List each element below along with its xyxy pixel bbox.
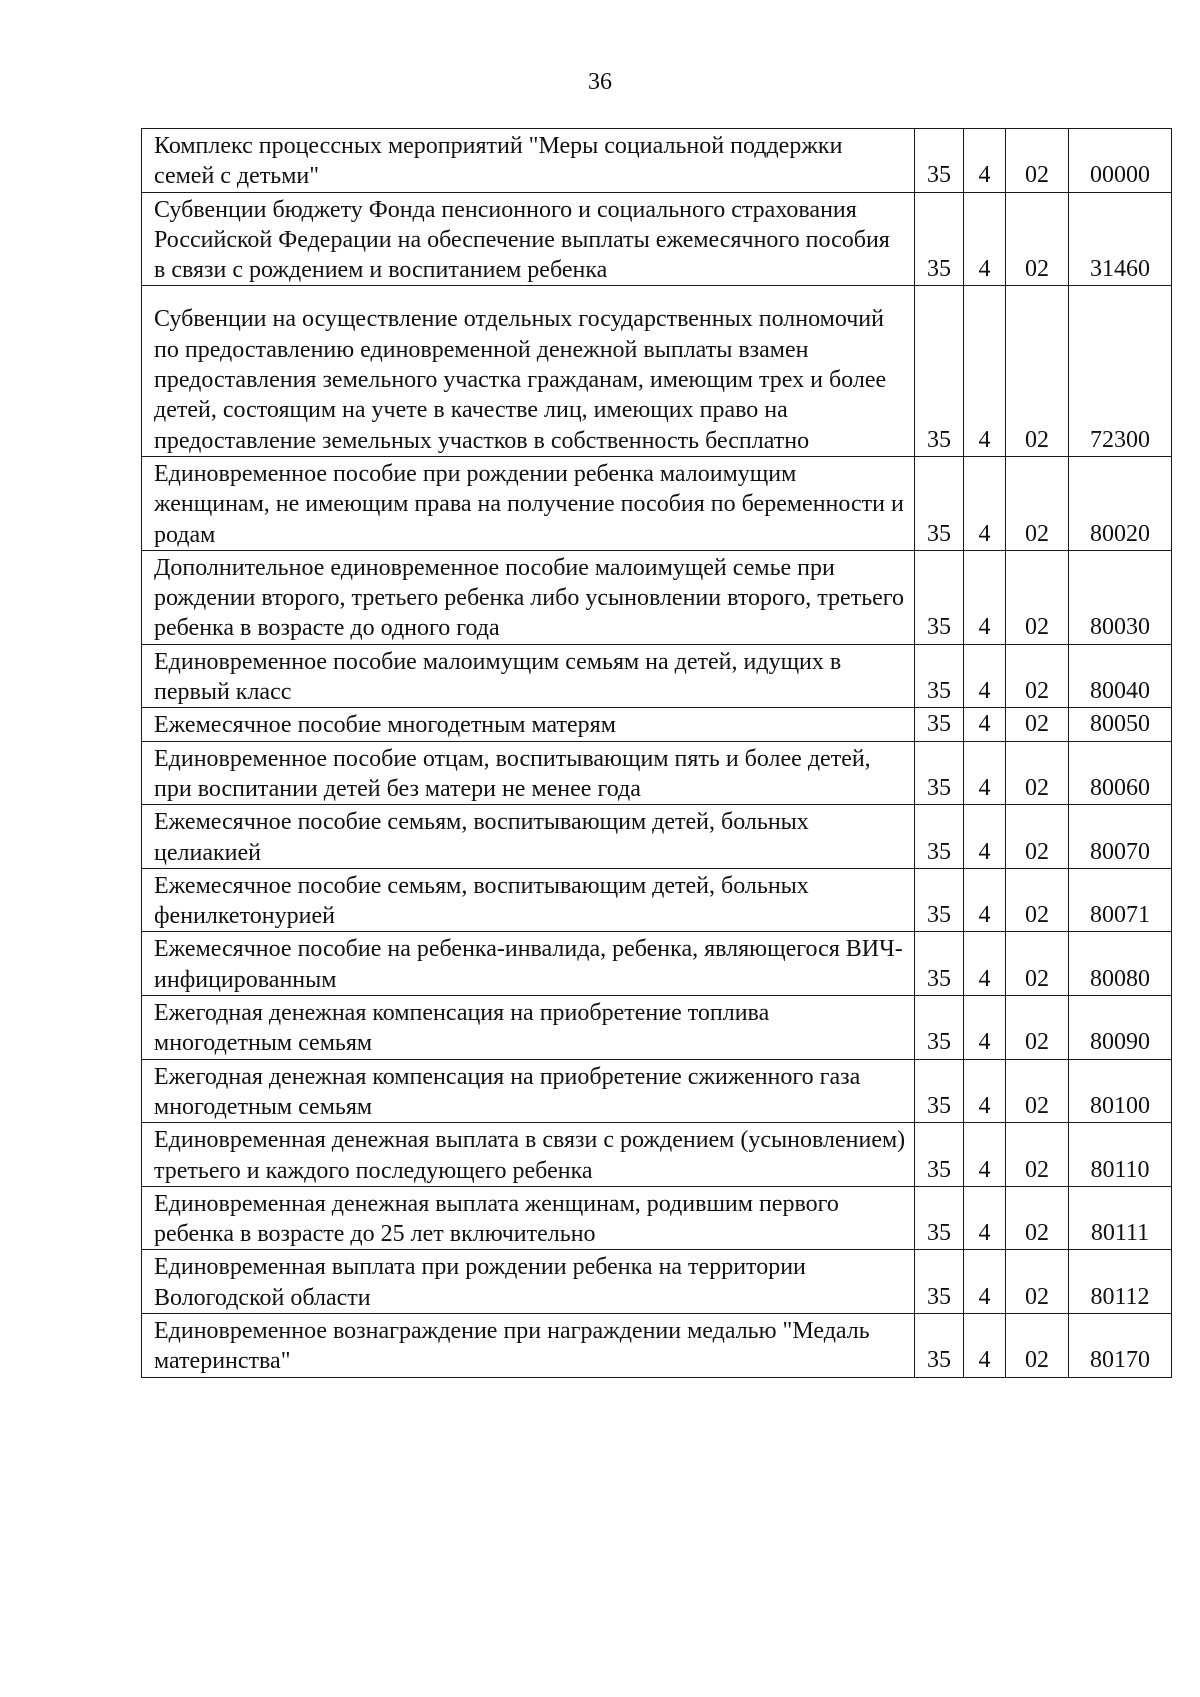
- direction-code-cell: 00000: [1069, 129, 1172, 193]
- program-code-cell: 35: [915, 286, 964, 456]
- type-code-cell: 4: [964, 129, 1006, 193]
- page-number: 36: [588, 69, 612, 95]
- program-code-cell: 35: [915, 805, 964, 869]
- program-code-cell: 35: [915, 456, 964, 550]
- type-code-cell: 4: [964, 805, 1006, 869]
- table-row: [142, 1186, 1172, 1250]
- table-row: [142, 1059, 1172, 1123]
- direction-code-cell: 80030: [1069, 550, 1172, 644]
- complex-code-cell: 02: [1006, 1313, 1069, 1377]
- row-description: Единовременная выплата при рождении ребенка на территории Вологодской области: [142, 1250, 915, 1314]
- program-code-cell: 35: [915, 192, 964, 286]
- row-description: Единовременное пособие отцам, воспитывающим пять и более детей, при воспитании детей без матери не менее года: [142, 741, 915, 805]
- complex-code-cell: 02: [1006, 550, 1069, 644]
- row-description: Ежемесячное пособие на ребенка-инвалида, ребенка, являющегося ВИЧ-инфицированным: [142, 932, 915, 996]
- type-code-cell: 4: [964, 1059, 1006, 1123]
- row-description: Ежемесячное пособие многодетным матерям: [142, 708, 915, 741]
- table-row: [142, 741, 1172, 805]
- program-code-cell: 35: [915, 932, 964, 996]
- direction-code-cell: 80110: [1069, 1123, 1172, 1187]
- row-description: Единовременное вознаграждение при награждении медалью "Медаль материнства": [142, 1313, 915, 1377]
- complex-code-cell: 02: [1006, 1186, 1069, 1250]
- complex-code-cell: 02: [1006, 996, 1069, 1060]
- complex-code-cell: 02: [1006, 1059, 1069, 1123]
- type-code-cell: 4: [964, 996, 1006, 1060]
- table-row: [142, 644, 1172, 708]
- complex-code-cell: 02: [1006, 868, 1069, 932]
- direction-code-cell: 80090: [1069, 996, 1172, 1060]
- program-code-cell: 35: [915, 1123, 964, 1187]
- direction-code-cell: 80170: [1069, 1313, 1172, 1377]
- table-row: [142, 1250, 1172, 1314]
- complex-code-cell: 02: [1006, 932, 1069, 996]
- table-row: [142, 805, 1172, 869]
- type-code-cell: 4: [964, 550, 1006, 644]
- row-description: Ежемесячное пособие семьям, воспитывающим детей, больных целиакией: [142, 805, 915, 869]
- type-code-cell: 4: [964, 868, 1006, 932]
- type-code-cell: 4: [964, 1186, 1006, 1250]
- program-code-cell: 35: [915, 996, 964, 1060]
- program-code-cell: 35: [915, 129, 964, 193]
- type-code-cell: 4: [964, 286, 1006, 456]
- row-description: Единовременная денежная выплата женщинам, родившим первого ребенка в возрасте до 25 лет включительно: [142, 1186, 915, 1250]
- table-row: [142, 708, 1172, 741]
- row-description: Субвенции бюджету Фонда пенсионного и социального страхования Российской Федерации на обеспечение выплаты ежемесячного пособия в связи с рождением и воспитанием ребенка: [142, 192, 915, 286]
- direction-code-cell: 80100: [1069, 1059, 1172, 1123]
- complex-code-cell: 02: [1006, 805, 1069, 869]
- row-description: Ежегодная денежная компенсация на приобретение топлива многодетным семьям: [142, 996, 915, 1060]
- type-code-cell: 4: [964, 1313, 1006, 1377]
- type-code-cell: 4: [964, 741, 1006, 805]
- direction-code-cell: 80070: [1069, 805, 1172, 869]
- type-code-cell: 4: [964, 456, 1006, 550]
- complex-code-cell: 02: [1006, 741, 1069, 805]
- type-code-cell: 4: [964, 644, 1006, 708]
- program-code-cell: 35: [915, 741, 964, 805]
- table-row: [142, 932, 1172, 996]
- program-code-cell: 35: [915, 1250, 964, 1314]
- program-code-cell: 35: [915, 644, 964, 708]
- row-description: Дополнительное единовременное пособие малоимущей семье при рождении второго, третьего ребенка либо усыновлении второго, третьего ребенка в возрасте до одного года: [142, 550, 915, 644]
- program-code-cell: 35: [915, 550, 964, 644]
- complex-code-cell: 02: [1006, 129, 1069, 193]
- complex-code-cell: 02: [1006, 192, 1069, 286]
- direction-code-cell: 80060: [1069, 741, 1172, 805]
- complex-code-cell: 02: [1006, 286, 1069, 456]
- program-code-cell: 35: [915, 868, 964, 932]
- table-row: [142, 550, 1172, 644]
- table-row: [142, 1313, 1172, 1377]
- row-description: Единовременная денежная выплата в связи с рождением (усыновлением) третьего и каждого последующего ребенка: [142, 1123, 915, 1187]
- table-row: [142, 996, 1172, 1060]
- program-code-cell: 35: [915, 1059, 964, 1123]
- table-row: [142, 129, 1172, 193]
- direction-code-cell: 31460: [1069, 192, 1172, 286]
- type-code-cell: 4: [964, 1123, 1006, 1187]
- program-code-cell: 35: [915, 1313, 964, 1377]
- type-code-cell: 4: [964, 932, 1006, 996]
- table-row: [142, 1123, 1172, 1187]
- row-description: Ежемесячное пособие семьям, воспитывающим детей, больных фенилкетонурией: [142, 868, 915, 932]
- program-code-cell: 35: [915, 708, 964, 741]
- direction-code-cell: 80080: [1069, 932, 1172, 996]
- complex-code-cell: 02: [1006, 1250, 1069, 1314]
- row-description: Единовременное пособие при рождении ребенка малоимущим женщинам, не имеющим права на получение пособия по беременности и родам: [142, 456, 915, 550]
- row-description: Комплекс процессных мероприятий "Меры социальной поддержки семей с детьми": [142, 129, 915, 193]
- direction-code-cell: 80111: [1069, 1186, 1172, 1250]
- direction-code-cell: 80040: [1069, 644, 1172, 708]
- direction-code-cell: 80071: [1069, 868, 1172, 932]
- direction-code-cell: 80020: [1069, 456, 1172, 550]
- complex-code-cell: 02: [1006, 644, 1069, 708]
- type-code-cell: 4: [964, 192, 1006, 286]
- type-code-cell: 4: [964, 708, 1006, 741]
- direction-code-cell: 72300: [1069, 286, 1172, 456]
- direction-code-cell: 80050: [1069, 708, 1172, 741]
- complex-code-cell: 02: [1006, 708, 1069, 741]
- type-code-cell: 4: [964, 1250, 1006, 1314]
- row-description: Единовременное пособие малоимущим семьям на детей, идущих в первый класс: [142, 644, 915, 708]
- budget-classification-table: [141, 128, 1172, 1378]
- table-row: [142, 456, 1172, 550]
- row-description: Ежегодная денежная компенсация на приобретение сжиженного газа многодетным семьям: [142, 1059, 915, 1123]
- table-row: [142, 192, 1172, 286]
- table-row: [142, 286, 1172, 456]
- complex-code-cell: 02: [1006, 456, 1069, 550]
- direction-code-cell: 80112: [1069, 1250, 1172, 1314]
- complex-code-cell: 02: [1006, 1123, 1069, 1187]
- row-description: Субвенции на осуществление отдельных государственных полномочий по предоставлению единовременной денежной выплаты взамен предоставления земельного участка гражданам, имеющим трех и более детей, состоящим на учете в качестве лиц, имеющих право на предоставление земельных участков в собственность бесплатно: [142, 286, 915, 456]
- table-row: [142, 868, 1172, 932]
- program-code-cell: 35: [915, 1186, 964, 1250]
